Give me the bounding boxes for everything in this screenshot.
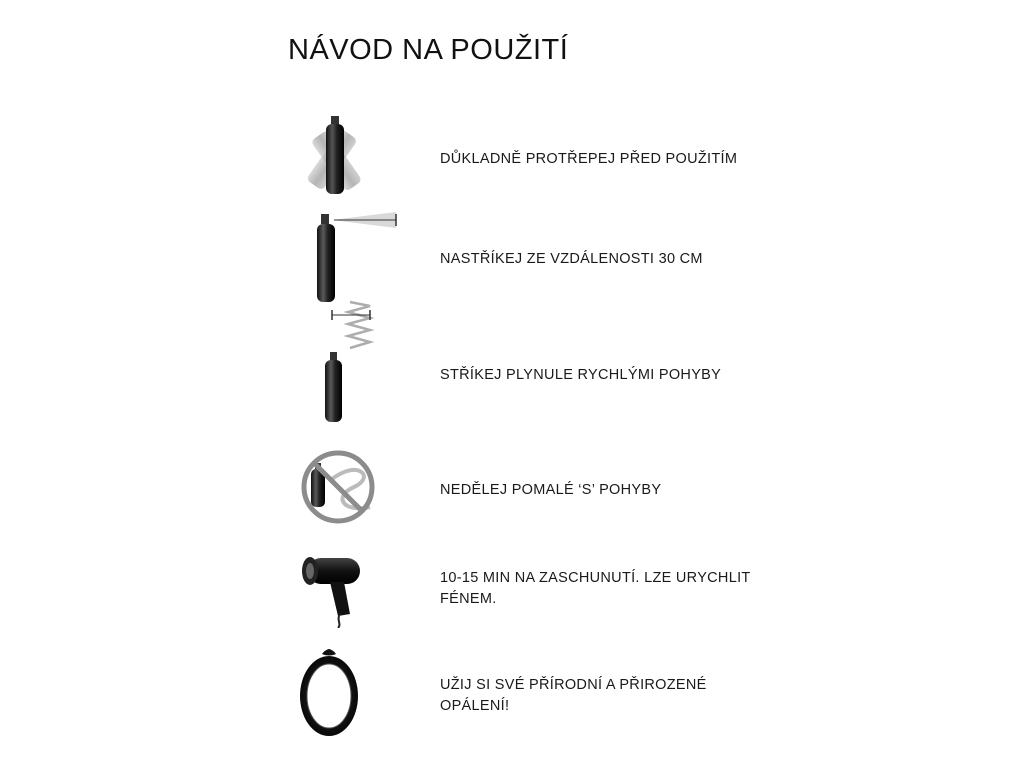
- no-slow-s-motion-icon: [298, 449, 384, 527]
- mirror-icon: [296, 646, 362, 740]
- step-3-text: STŘÍKEJ PLYNULE RYCHLÝMI POHYBY: [440, 367, 722, 383]
- page-title: NÁVOD NA POUŽITÍ: [288, 34, 569, 66]
- shake-can-icon: [300, 112, 370, 198]
- step-6-text: UŽIJ SI SVÉ PŘÍRODNÍ A PŘIROZENÉ OPÁLENÍ!: [440, 677, 707, 714]
- step-5-text: 10-15 MIN NA ZASCHUNUTÍ. LZE URYCHLIT FÉNEM.: [440, 570, 751, 607]
- hair-dryer-icon: [300, 548, 366, 628]
- step-2-text: NASTŘÍKEJ ZE VZDÁLENOSTI 30 CM: [440, 251, 703, 267]
- step-4-text: NEDĚLEJ POMALÉ ‘S’ POHYBY: [440, 482, 662, 498]
- spray-distance-icon: [310, 206, 402, 306]
- step-1-text: DŮKLADNĚ PROTŘEPEJ PŘED POUŽITÍM: [440, 151, 738, 167]
- spray-zigzag-icon: [318, 298, 378, 424]
